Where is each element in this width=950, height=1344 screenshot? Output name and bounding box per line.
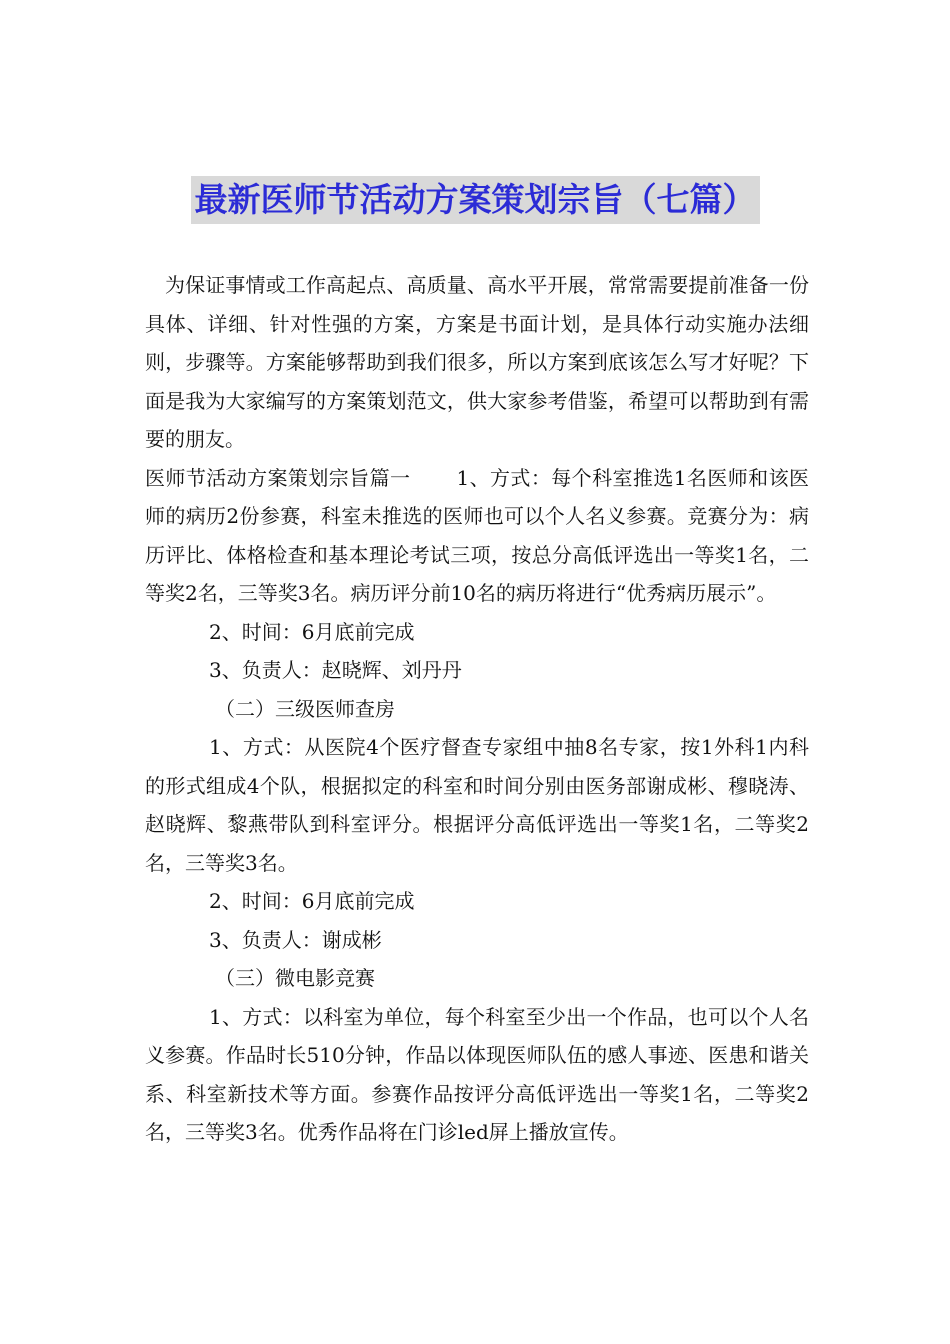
section3-heading: （三）微电影竞赛: [215, 966, 375, 990]
section2-item3: 3、负责人：谢成彬: [209, 927, 382, 952]
section1-item3: 3、负责人：赵晓辉、刘丹丹: [209, 658, 462, 682]
section1-heading: 医师节活动方案策划宗旨篇一: [145, 465, 411, 490]
document-body: [145, 266, 809, 1152]
section1-item2: 2、时间：6月底前完成: [209, 619, 415, 644]
intro-paragraph: 为保证事情或工作高起点、高质量、高水平开展，常常需要提前准备一份具体、详细、针对性强的方案，方案是书面计划，是具体行动实施办法细则，步骤等。方案能够帮助到我们很多，所以方案到底该怎么写才好呢？下面是我为大家编写的方案策划范文，供大家参考借鉴，希望可以帮助到有需要的朋友。: [145, 273, 809, 451]
document-title: 最新医师节活动方案策划宗旨（七篇）: [191, 176, 760, 224]
section2-heading: （二）三级医师查房: [215, 696, 395, 721]
section3-item1: 1、方式：以科室为单位，每个科室至少出一个作品，也可以个人名义参赛。作品时长510分钟，作品以体现医师队伍的感人事迹、医患和谐关系、科室新技术等方面。参赛作品按评分高低评选出一等奖1名，二等奖2名，三等奖3名。优秀作品将在门诊led屏上播放宣传。: [145, 1004, 809, 1144]
section1-paragraph: [145, 459, 809, 613]
section1-item1: 1、方式：每个科室推选1名医师和该医师的病历2份参赛，科室未推选的医师也可以个人名义参赛。竞赛分为：病历评比、体格检查和基本理论考试三项，按总分高低评选出一等奖1名，二等奖2名，三等奖3名。病历评分前10名的病历将进行“优秀病历展示”。: [145, 465, 809, 605]
title-container: [0, 176, 950, 224]
section2-item2: 2、时间：6月底前完成: [209, 889, 415, 913]
section2-item1: 1、方式：从医院4个医疗督查专家组中抽8名专家，按1外科1内科的形式组成4个队，根据拟定的科室和时间分别由医务部谢成彬、穆晓涛、赵晓辉、黎燕带队到科室评分。根据评分高低评选出一等奖1名，二等奖2名，三等奖3名。: [145, 735, 809, 875]
